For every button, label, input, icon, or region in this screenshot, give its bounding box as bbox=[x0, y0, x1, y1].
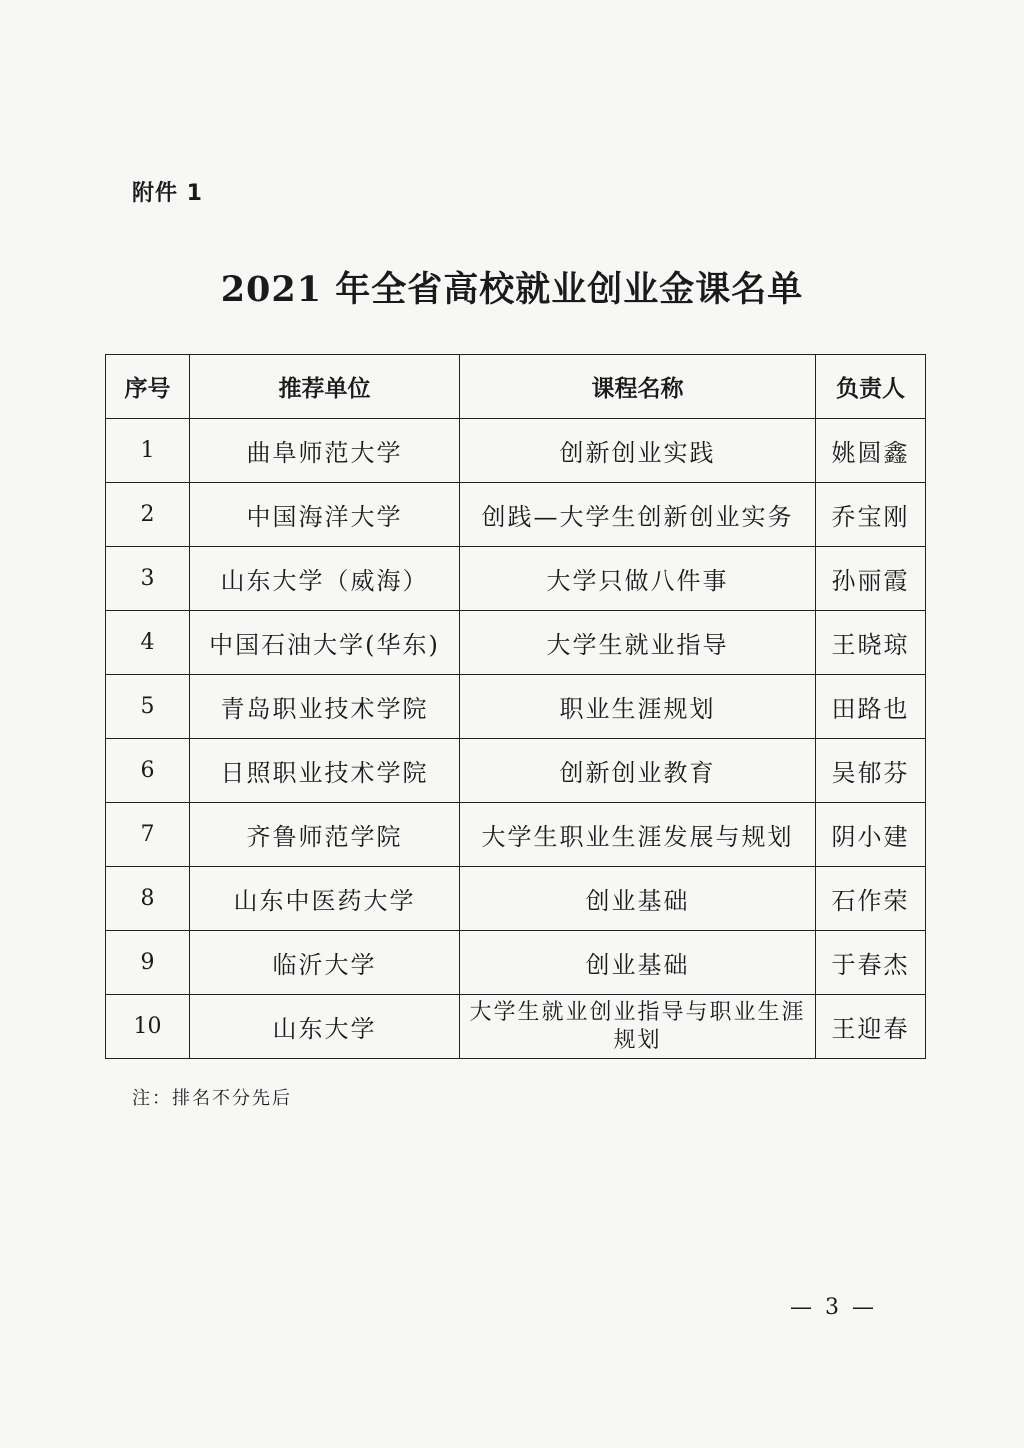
row-unit: 山东大学 bbox=[190, 995, 460, 1059]
page-title: 2021 年全省高校就业创业金课名单 bbox=[220, 269, 804, 310]
header-index: 序号 bbox=[106, 355, 190, 419]
row-index: 1 bbox=[106, 419, 190, 483]
row-person: 田路也 bbox=[816, 675, 926, 739]
row-person: 于春杰 bbox=[816, 931, 926, 995]
row-unit: 中国石油大学(华东) bbox=[190, 611, 460, 675]
row-person: 孙丽霞 bbox=[816, 547, 926, 611]
row-index: 9 bbox=[106, 931, 190, 995]
page-number: — 3 — bbox=[790, 1295, 877, 1320]
row-index: 5 bbox=[106, 675, 190, 739]
row-course: 大学生就业指导 bbox=[460, 611, 816, 675]
row-unit: 山东大学（威海） bbox=[190, 547, 460, 611]
row-index: 6 bbox=[106, 739, 190, 803]
row-index: 2 bbox=[106, 483, 190, 547]
row-course: 创新创业实践 bbox=[460, 419, 816, 483]
row-course: 大学生就业创业指导与职业生涯规划 bbox=[460, 995, 816, 1059]
row-unit: 临沂大学 bbox=[190, 931, 460, 995]
row-index: 4 bbox=[106, 611, 190, 675]
row-unit: 曲阜师范大学 bbox=[190, 419, 460, 483]
row-person: 王晓琼 bbox=[816, 611, 926, 675]
row-unit: 中国海洋大学 bbox=[190, 483, 460, 547]
row-course: 大学只做八件事 bbox=[460, 547, 816, 611]
table-row bbox=[106, 547, 926, 611]
course-table bbox=[105, 354, 926, 1059]
row-person: 阴小建 bbox=[816, 803, 926, 867]
row-person: 石作荣 bbox=[816, 867, 926, 931]
row-person: 姚圆鑫 bbox=[816, 419, 926, 483]
row-index: 10 bbox=[106, 995, 190, 1059]
table-row bbox=[106, 675, 926, 739]
row-unit: 日照职业技术学院 bbox=[190, 739, 460, 803]
row-unit: 青岛职业技术学院 bbox=[190, 675, 460, 739]
table-row bbox=[106, 739, 926, 803]
header-person: 负责人 bbox=[816, 355, 926, 419]
table-row bbox=[106, 931, 926, 995]
row-index: 3 bbox=[106, 547, 190, 611]
header-course: 课程名称 bbox=[460, 355, 816, 419]
row-index: 7 bbox=[106, 803, 190, 867]
row-course: 大学生职业生涯发展与规划 bbox=[460, 803, 816, 867]
table-row bbox=[106, 867, 926, 931]
table-header-row bbox=[106, 355, 926, 419]
table-note: 注：排名不分先后 bbox=[132, 1088, 292, 1109]
row-index: 8 bbox=[106, 867, 190, 931]
row-unit: 齐鲁师范学院 bbox=[190, 803, 460, 867]
table-row bbox=[106, 483, 926, 547]
row-person: 王迎春 bbox=[816, 995, 926, 1059]
row-person: 吴郁芬 bbox=[816, 739, 926, 803]
attachment-label: 附件 1 bbox=[132, 181, 203, 206]
row-course: 创新创业教育 bbox=[460, 739, 816, 803]
row-course: 创业基础 bbox=[460, 867, 816, 931]
table-row bbox=[106, 803, 926, 867]
row-course: 职业生涯规划 bbox=[460, 675, 816, 739]
table-row bbox=[106, 419, 926, 483]
row-unit: 山东中医药大学 bbox=[190, 867, 460, 931]
table-row bbox=[106, 611, 926, 675]
row-person: 乔宝刚 bbox=[816, 483, 926, 547]
row-course: 创践—大学生创新创业实务 bbox=[460, 483, 816, 547]
table-row bbox=[106, 995, 926, 1059]
row-course: 创业基础 bbox=[460, 931, 816, 995]
header-unit: 推荐单位 bbox=[190, 355, 460, 419]
